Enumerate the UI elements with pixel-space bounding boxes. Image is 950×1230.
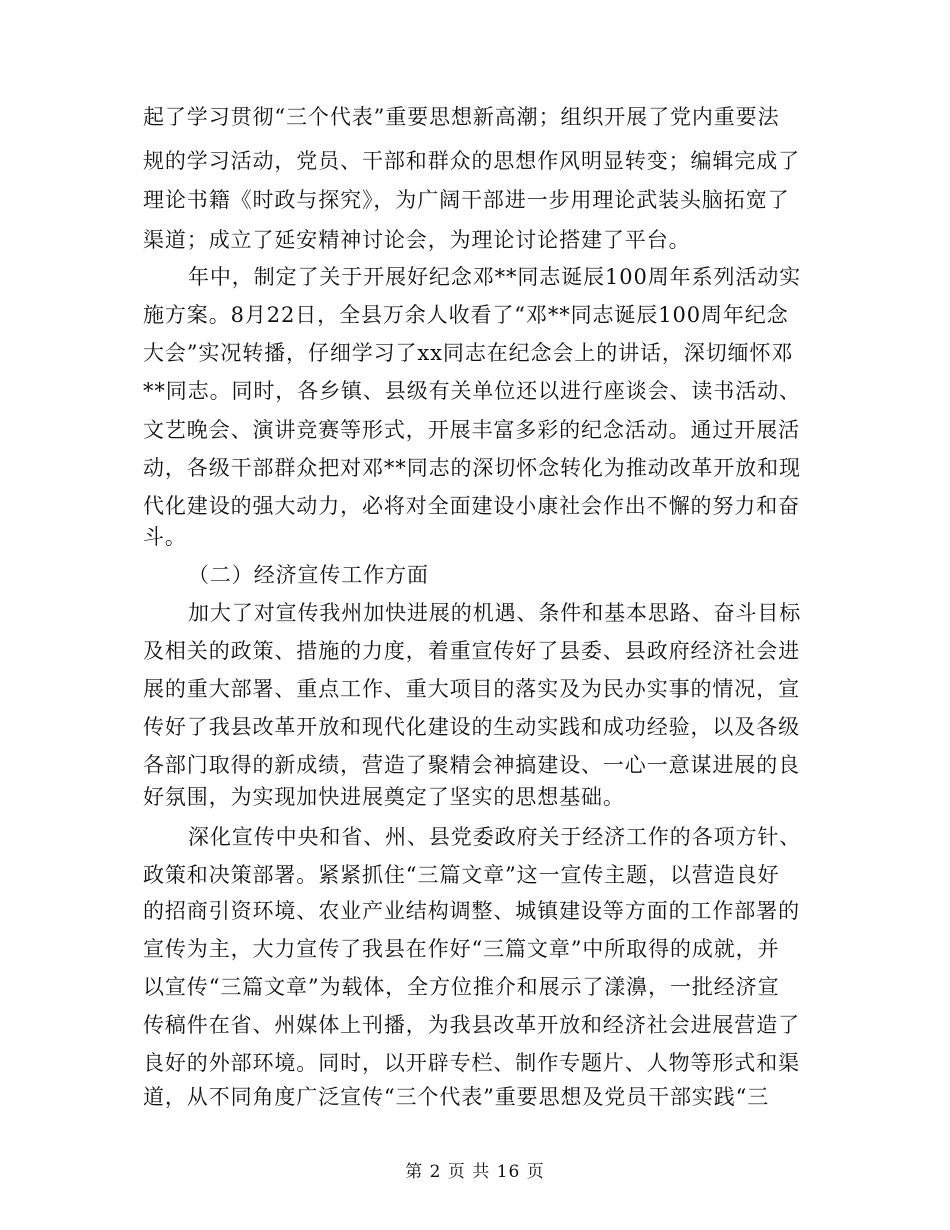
body-text-line: 渠道；成立了延安精神讨论会，为理论讨论搭建了平台。 — [143, 228, 691, 252]
body-text-line: **同志。同时，各乡镇、县级有关单位还以进行座谈会、读书活动、 — [143, 379, 801, 403]
body-text-line: 斗。 — [143, 525, 187, 549]
body-text-line: 以宣传“三篇文章”为载体，全方位推介和展示了漾濞，一批经济宣 — [143, 975, 780, 999]
body-text-line: 政策和决策部署。紧紧抓住“三篇文章”这一宣传主题，以营造良好 — [143, 863, 780, 887]
body-text-line: 传好了我县改革开放和现代化建设的生动实践和成功经验，以及各级 — [143, 715, 800, 739]
body-text-line: 良好的外部环境。同时，以开辟专栏、制作专题片、人物等形式和渠 — [143, 1051, 800, 1075]
body-text-line: 展的重大部署、重点工作、重大项目的落实及为民办实事的情况，宣 — [143, 677, 800, 701]
body-text-line: 各部门取得的新成绩，营造了聚精会神搞建设、一心一意谋进展的良 — [143, 753, 800, 777]
body-text-line: 宣传为主，大力宣传了我县在作好“三篇文章”中所取得的成就，并 — [143, 937, 780, 961]
body-text-line: 及相关的政策、措施的力度，着重宣传好了县委、县政府经济社会进 — [143, 639, 800, 663]
body-text-line: 传稿件在省、州媒体上刊播，为我县改革开放和经济社会进展营造了 — [143, 1013, 800, 1037]
paragraph-first-line: 年中，制定了关于开展好纪念邓**同志诞辰100周年系列活动实 — [188, 265, 802, 289]
body-text-line: 起了学习贯彻“三个代表”重要思想新高潮；组织开展了党内重要法 — [143, 105, 780, 129]
body-text-line: 大会”实况转播，仔细学习了xx同志在纪念会上的讲话，深切缅怀邓 — [143, 341, 794, 365]
body-text-line: 文艺晚会、演讲竞赛等形式，开展丰富多彩的纪念活动。通过开展活 — [143, 418, 800, 442]
paragraph-first-line: 深化宣传中央和省、州、县党委政府关于经济工作的各项方针、 — [188, 825, 802, 849]
page-number-footer: 第 2 页 共 16 页 — [405, 1162, 545, 1182]
body-text-line: 的招商引资环境、农业产业结构调整、城镇建设等方面的工作部署的 — [143, 899, 800, 923]
paragraph-first-line: 加大了对宣传我州加快进展的机遇、条件和基本思路、奋斗目标 — [188, 601, 802, 625]
body-text-line: 道，从不同角度广泛宣传“三个代表”重要思想及党员干部实践“三 — [143, 1085, 770, 1109]
body-text-line: 动，各级干部群众把对邓**同志的深切怀念转化为推动改革开放和现 — [143, 456, 801, 480]
body-text-line: 好氛围，为实现加快进展奠定了坚实的思想基础。 — [143, 785, 625, 809]
body-text-line: 规的学习活动，党员、干部和群众的思想作风明显转变；编辑完成了 — [143, 149, 800, 173]
body-text-line: 理论书籍《时政与探究》，为广阔干部进一步用理论武装头脑拓宽了 — [143, 188, 790, 212]
section-heading: （二）经济宣传工作方面 — [188, 563, 429, 587]
body-text-line: 施方案。8月22日，全县万余人收看了“邓**同志诞辰100周年纪念 — [143, 303, 789, 327]
body-text-line: 代化建设的强大动力，必将对全面建设小康社会作出不懈的努力和奋 — [143, 494, 800, 518]
